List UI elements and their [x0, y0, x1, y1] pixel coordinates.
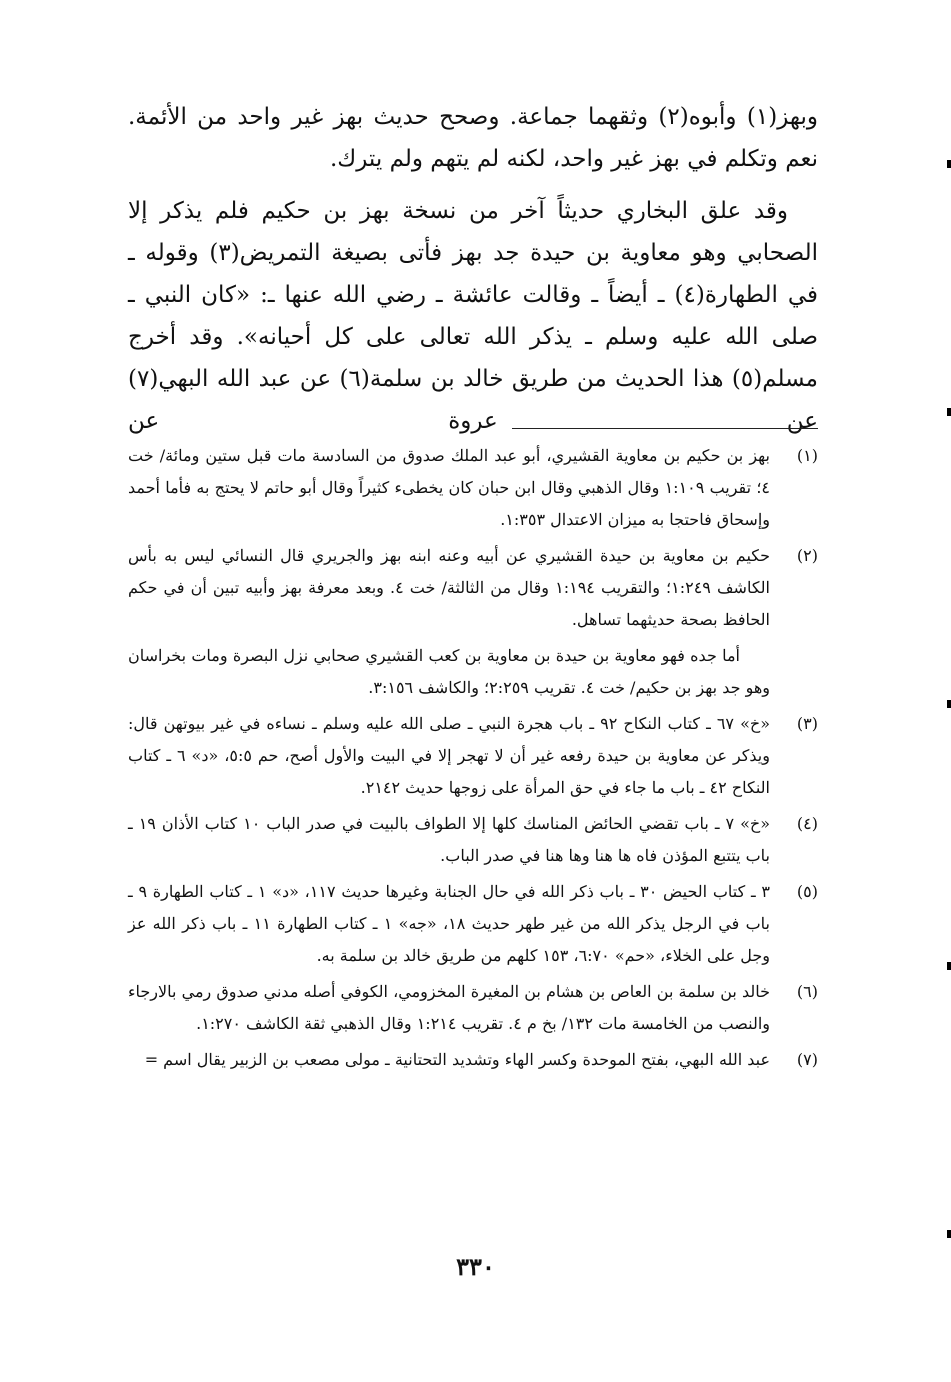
main-text [128, 96, 818, 442]
footnote-number: (٦) [796, 982, 818, 1001]
footnote-text: ٣ ـ كتاب الحيض ٣٠ ـ باب ذكر الله في حال الجنابة وغيرها حديث ١١٧، «د» ١ ـ كتاب الطهارة ٩ ـ باب في الرجل يذكر الله من غير طهر حديث ١٨، «جه» ١ ـ كتاب الطهارة ١١ ـ باب ذكر الله عز وجل على الخلاء، «حم» ٦:٧٠، ١٥٣ كلهم من طريق خالد بن سلمة به. [128, 882, 771, 965]
footnote-text: حكيم بن معاوية بن حيدة القشيري عن أبيه وعنه ابنه بهز والجريري قال النسائي ليس به بأس الكاشف ١:٢٤٩؛ والتقريب ١:١٩٤ وقال من الثالثة/ خت ٤. وبعد معرفة بهز وأبيه تبين أن في حكم الحافظ بصحة حديثهما تساهل. [128, 546, 770, 629]
scan-mark [947, 160, 951, 168]
footnote [128, 876, 818, 972]
footnote-number: (٣) [796, 714, 818, 733]
scan-mark [947, 408, 951, 416]
footnote-number: (١) [796, 446, 818, 465]
footnote [128, 976, 818, 1040]
footnote [128, 440, 818, 536]
page-number: ٣٣٠ [456, 1252, 495, 1281]
footnote-text: بهز بن حكيم بن معاوية القشيري، أبو عبد الملك صدوق من السادسة مات قبل ستين ومائة/ خت ٤؛ تقريب ١:١٠٩ وقال الذهبي وقال ابن حبان كان يخطىء كثيراً وقال أبو حاتم لا يحتج به فأما أحمد وإسحاق فاحتجا به ميزان الاعتدال ١:٣٥٣. [128, 446, 771, 529]
body-paragraph: وبهز(١) وأبوه(٢) وثقهما جماعة. وصحح حديث بهز غير واحد من الأئمة. نعم وتكلم في بهز غير واحد، لكنه لم يتهم ولم يترك. [128, 104, 818, 172]
footnote-text: «خ» ٧ ـ باب تقضي الحائض المناسك كلها إلا الطواف بالبيت في صدر الباب ١٠ كتاب الأذان ١٩ ـ باب يتتبع المؤذن فاه ها هنا وها هنا في صدر الباب. [128, 814, 771, 865]
footnote [128, 1044, 818, 1076]
footnote-text: أما جده فهو معاوية بن حيدة بن معاوية بن كعب القشيري صحابي نزل البصرة ومات بخراسان وهو جد بهز بن حكيم/ خت ٤. تقريب ٢:٢٥٩؛ والكاشف ٣:١٥٦. [128, 646, 770, 697]
footnote [128, 540, 818, 704]
footnote-number: (٢) [796, 546, 818, 565]
scan-mark [947, 1230, 951, 1238]
body-paragraph: وقد علق البخاري حديثاً آخر من نسخة بهز بن حكيم فلم يذكر إلا الصحابي وهو معاوية بن حيدة جد بهز فأتى بصيغة التمريض(٣) وقوله ـ في الطهارة(٤) ـ أيضاً ـ وقالت عائشة ـ رضي الله عنها ـ: «كان النبي ـ صلى الله عليه وسلم ـ يذكر الله تعالى على كل أحيانه». وقد أخرج مسلم(٥) هذا الحديث من طريق خالد بن سلمة(٦) عن عبد الله البهي(٧) عن عروة عن [128, 198, 819, 434]
footnote-number: (٥) [796, 882, 818, 901]
scan-mark [947, 700, 951, 708]
footnotes [128, 440, 818, 1080]
footnote-text: خالد بن سلمة بن العاص بن هشام بن المغيرة المخزومي، الكوفي أصله مدني صدوق رمي بالارجاء والنصب من الخامسة مات ١٣٢/ بخ م ٤. تقريب ١:٢١٤ وقال الذهبي ثقة الكاشف ١:٢٧٠. [128, 982, 770, 1033]
footnote-separator [512, 428, 818, 429]
footnote [128, 808, 818, 872]
footnote [128, 708, 818, 804]
footnote-text: «خ» ٦٧ ـ كتاب النكاح ٩٢ ـ باب هجرة النبي ـ صلى الله عليه وسلم ـ نساءه في غير بيوتهن قال: ويذكر عن معاوية بن حيدة رفعه غير أن لا تهجر إلا في البيت والأول أصح، حم ٥:٥، «د» ٦ ـ كتاب النكاح ٤٢ ـ باب ما جاء في حق المرأة على زوجها حديث ٢١٤٢. [128, 714, 770, 797]
footnote-text: عبد الله البهي، بفتح الموحدة وكسر الهاء وتشديد التحتانية ـ مولى مصعب بن الزبير يقال اسم = [144, 1050, 770, 1069]
footnote-number: (٤) [796, 814, 818, 833]
scan-mark [947, 962, 951, 970]
footnote-number: (٧) [796, 1050, 818, 1069]
